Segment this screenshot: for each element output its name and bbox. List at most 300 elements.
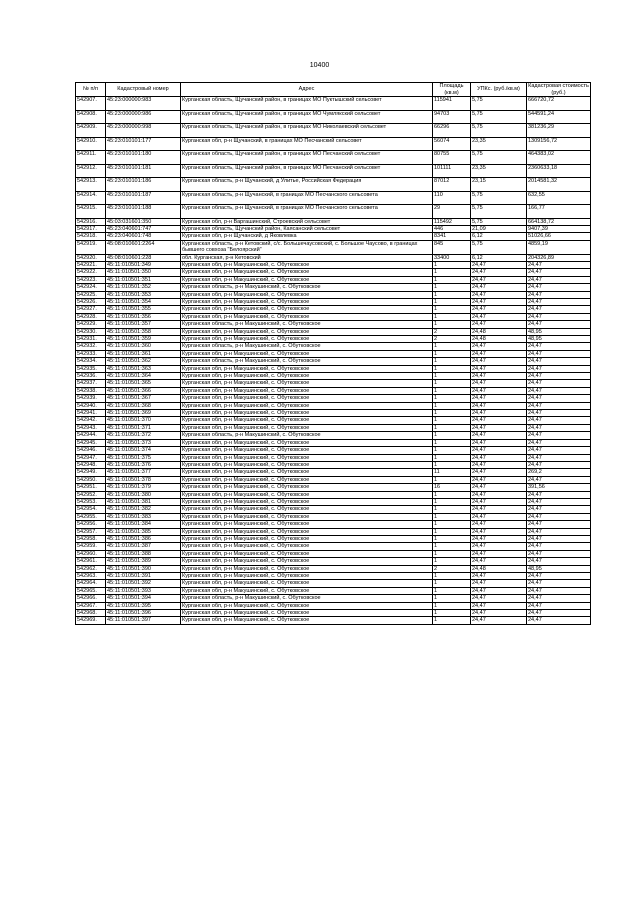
row-number-cell: 542928. xyxy=(76,313,106,320)
table-row xyxy=(76,387,591,394)
upks-cell: 24,47 xyxy=(471,306,527,313)
row-number-cell: 542944. xyxy=(76,432,106,439)
area-cell: 66296 xyxy=(433,124,471,138)
cadastral-number-cell: 45:11:010501:374 xyxy=(106,447,181,454)
cadastral-cost-cell: 24,47 xyxy=(527,410,591,417)
address-cell: Курганская область, Щучанский район, Каясанский сельсовет xyxy=(181,225,433,232)
cadastral-number-cell: 45:11:010501:377 xyxy=(106,469,181,476)
cadastral-number-cell: 45:11:010501:357 xyxy=(106,321,181,328)
upks-cell: 24,47 xyxy=(471,506,527,513)
table-row xyxy=(76,276,591,283)
cadastral-number-cell: 45:23:040601:747 xyxy=(106,225,181,232)
address-cell: Курганская обл, р-н Щучанский, в границах МО Песчанский сельсовет xyxy=(181,137,433,151)
cadastral-cost-cell: 24,47 xyxy=(527,261,591,268)
area-cell: 2 xyxy=(433,565,471,572)
upks-cell: 24,47 xyxy=(471,358,527,365)
cadastral-number-cell: 45:11:010501:381 xyxy=(106,498,181,505)
table-row xyxy=(76,439,591,446)
table-row xyxy=(76,233,591,240)
address-cell: Курганская обл, р-н Макушинский, с. Обутковское xyxy=(181,306,433,313)
cadastral-number-cell: 45:11:010501:392 xyxy=(106,580,181,587)
upks-cell: 24,47 xyxy=(471,298,527,305)
cadastral-cost-cell: 664138,72 xyxy=(527,218,591,225)
row-number-cell: 542913. xyxy=(76,178,106,192)
upks-cell: 24,47 xyxy=(471,558,527,565)
cadastral-cost-cell: 24,47 xyxy=(527,521,591,528)
upks-cell: 24,47 xyxy=(471,373,527,380)
table-row xyxy=(76,291,591,298)
table-row xyxy=(76,225,591,232)
cadastral-cost-cell: 464383,02 xyxy=(527,151,591,165)
upks-cell: 24,47 xyxy=(471,469,527,476)
address-cell: Курганская область, р-н Макушинский, с. Обутковское xyxy=(181,595,433,602)
cadastral-number-cell: 45:23:040601:748 xyxy=(106,233,181,240)
upks-cell: 24,48 xyxy=(471,328,527,335)
row-number-cell: 542912. xyxy=(76,164,106,178)
area-cell: 1 xyxy=(433,617,471,624)
table-header-row xyxy=(76,83,591,97)
table-row xyxy=(76,565,591,572)
cadastral-number-cell: 45:08:010601:2264 xyxy=(106,240,181,254)
cadastral-number-cell: 45:11:010501:349 xyxy=(106,261,181,268)
address-cell: Курганская обл, р-н Макушинский, с. Обутковское xyxy=(181,417,433,424)
cadastral-number-cell: 45:23:010101:186 xyxy=(106,178,181,192)
row-number-cell: 542940. xyxy=(76,402,106,409)
cadastral-number-cell: 45:11:010501:369 xyxy=(106,410,181,417)
cadastral-number-cell: 45:11:010501:389 xyxy=(106,558,181,565)
table-row xyxy=(76,205,591,219)
address-cell: Курганская обл, р-н Макушинский, с. Обутковское xyxy=(181,565,433,572)
row-number-cell: 542962. xyxy=(76,565,106,572)
table-row xyxy=(76,191,591,205)
area-cell: 1 xyxy=(433,350,471,357)
row-number-cell: 542942. xyxy=(76,417,106,424)
row-number-cell: 542963. xyxy=(76,573,106,580)
table-row xyxy=(76,432,591,439)
address-cell: Курганская обл, р-н Макушинский, с. Обутковское xyxy=(181,558,433,565)
upks-cell: 24,47 xyxy=(471,550,527,557)
cadastral-cost-cell: 381236,29 xyxy=(527,124,591,138)
cadastral-cost-cell: 48,95 xyxy=(527,328,591,335)
row-number-cell: 542949. xyxy=(76,469,106,476)
upks-cell: 24,47 xyxy=(471,387,527,394)
address-cell: Курганская обл, р-н Макушинский, с. Обутковское xyxy=(181,521,433,528)
area-cell: 2 xyxy=(433,328,471,335)
address-cell: Курганская обл, р-н Макушинский, с. Обутковское xyxy=(181,484,433,491)
upks-cell: 24,47 xyxy=(471,424,527,431)
table-row xyxy=(76,454,591,461)
table-row xyxy=(76,461,591,468)
upks-cell: 24,47 xyxy=(471,602,527,609)
cadastral-cost-cell: 2360633,18 xyxy=(527,164,591,178)
address-cell: Курганская обл, р-н Щучанский, д Яковлевка xyxy=(181,233,433,240)
cadastral-cost-cell: 24,47 xyxy=(527,402,591,409)
area-cell: 87012 xyxy=(433,178,471,192)
upks-cell: 24,47 xyxy=(471,284,527,291)
cadastral-number-cell: 45:11:010501:368 xyxy=(106,402,181,409)
table-row xyxy=(76,587,591,594)
cadastral-cost-cell: 24,47 xyxy=(527,491,591,498)
area-cell: 1 xyxy=(433,476,471,483)
cadastral-cost-cell: 204326,89 xyxy=(527,254,591,261)
upks-cell: 24,47 xyxy=(471,498,527,505)
area-cell: 1 xyxy=(433,573,471,580)
address-cell: Курганская обл, р-н Макушинский, с. Обутковское xyxy=(181,313,433,320)
cadastral-number-cell: 45:11:010501:388 xyxy=(106,550,181,557)
cadastral-number-cell: 45:11:010501:375 xyxy=(106,454,181,461)
table-row xyxy=(76,110,591,124)
address-cell: Курганская область, Щучанский район, в границах МО Пуктышский сельсовет xyxy=(181,97,433,111)
cadastral-cost-cell: 24,47 xyxy=(527,550,591,557)
cadastral-number-cell: 45:11:010501:376 xyxy=(106,461,181,468)
address-cell: Курганская обл, р-н Макушинский, с. Обутковское xyxy=(181,535,433,542)
cadastral-number-cell: 45:11:010501:387 xyxy=(106,543,181,550)
cadastral-cost-cell: 24,47 xyxy=(527,269,591,276)
cadastral-cost-cell: 24,47 xyxy=(527,573,591,580)
table-row xyxy=(76,269,591,276)
cadastral-cost-cell: 24,47 xyxy=(527,276,591,283)
table-row xyxy=(76,313,591,320)
area-cell: 1 xyxy=(433,521,471,528)
upks-cell: 5,75 xyxy=(471,124,527,138)
row-number-cell: 542917. xyxy=(76,225,106,232)
table-row xyxy=(76,343,591,350)
row-number-cell: 542950. xyxy=(76,476,106,483)
cadastral-number-cell: 45:11:010501:372 xyxy=(106,432,181,439)
table-row xyxy=(76,447,591,454)
upks-cell: 5,75 xyxy=(471,205,527,219)
address-cell: Курганская обл, р-н Макушинский, с. Обутковское xyxy=(181,454,433,461)
area-cell: 1 xyxy=(433,261,471,268)
table-row xyxy=(76,513,591,520)
cadastral-number-cell: 45:11:010501:361 xyxy=(106,350,181,357)
area-cell: 1 xyxy=(433,313,471,320)
cadastral-number-cell: 45:23:010101:181 xyxy=(106,164,181,178)
cadastral-number-cell: 45:11:010501:397 xyxy=(106,617,181,624)
cadastral-cost-cell: 24,47 xyxy=(527,417,591,424)
table-row xyxy=(76,484,591,491)
row-number-cell: 542915. xyxy=(76,205,106,219)
cadastral-number-cell: 45:11:010501:378 xyxy=(106,476,181,483)
table-row xyxy=(76,284,591,291)
upks-cell: 6,12 xyxy=(471,254,527,261)
area-cell: 33400 xyxy=(433,254,471,261)
cadastral-cost-cell: 24,47 xyxy=(527,439,591,446)
cadastral-number-cell: 45:11:010501:367 xyxy=(106,395,181,402)
table-row xyxy=(76,535,591,542)
row-number-cell: 542934. xyxy=(76,358,106,365)
row-number-cell: 542910. xyxy=(76,137,106,151)
address-cell: Курганская обл, р-н Макушинский, с. Обутковское xyxy=(181,447,433,454)
area-cell: 1 xyxy=(433,610,471,617)
row-number-cell: 542965. xyxy=(76,587,106,594)
cadastral-cost-cell: 24,47 xyxy=(527,461,591,468)
area-cell: 11 xyxy=(433,469,471,476)
table-row xyxy=(76,469,591,476)
cadastral-number-cell: 45:11:010501:354 xyxy=(106,298,181,305)
upks-cell: 21,09 xyxy=(471,225,527,232)
cadastral-number-cell: 45:23:010101:177 xyxy=(106,137,181,151)
address-cell: Курганская область, Щучанский район, в границах МО Николаевский сельсовет xyxy=(181,124,433,138)
upks-cell: 24,47 xyxy=(471,261,527,268)
row-number-cell: 542918. xyxy=(76,233,106,240)
area-cell: 1 xyxy=(433,543,471,550)
area-cell: 29 xyxy=(433,205,471,219)
table-row xyxy=(76,298,591,305)
row-number-cell: 542908. xyxy=(76,110,106,124)
row-number-cell: 542955. xyxy=(76,513,106,520)
row-number-cell: 542916. xyxy=(76,218,106,225)
row-number-cell: 542959. xyxy=(76,543,106,550)
cadastral-number-cell: 45:23:010101:187 xyxy=(106,191,181,205)
area-cell: 56074 xyxy=(433,137,471,151)
row-number-cell: 542957. xyxy=(76,528,106,535)
upks-cell: 24,47 xyxy=(471,610,527,617)
cadastral-number-cell: 45:11:010501:355 xyxy=(106,306,181,313)
area-cell: 1 xyxy=(433,602,471,609)
upks-cell: 24,47 xyxy=(471,269,527,276)
table-row xyxy=(76,595,591,602)
cadastral-number-cell: 45:11:010501:379 xyxy=(106,484,181,491)
address-cell: Курганская обл, р-н Макушинский, с. Обутковское xyxy=(181,387,433,394)
table-row xyxy=(76,178,591,192)
cadastral-number-cell: 45:23:000000:983 xyxy=(106,97,181,111)
cadastral-cost-cell: 24,47 xyxy=(527,306,591,313)
address-cell: Курганская обл, р-н Макушинский, с. Обутковское xyxy=(181,291,433,298)
upks-cell: 24,47 xyxy=(471,350,527,357)
area-cell: 1 xyxy=(433,424,471,431)
upks-cell: 24,47 xyxy=(471,513,527,520)
upks-cell: 24,47 xyxy=(471,454,527,461)
row-number-cell: 542930. xyxy=(76,328,106,335)
table-row xyxy=(76,358,591,365)
address-cell: Курганская область, р-н Кетовский, с/с. Большечаусовский, с. Большое Чаусово, в границах бывшего совхоза "Белоярский" xyxy=(181,240,433,254)
upks-cell: 24,48 xyxy=(471,336,527,343)
cadastral-cost-cell: 24,47 xyxy=(527,535,591,542)
area-cell: 1 xyxy=(433,491,471,498)
table-row xyxy=(76,410,591,417)
cadastral-cost-cell: 24,47 xyxy=(527,580,591,587)
upks-cell: 5,75 xyxy=(471,97,527,111)
cadastral-number-cell: 45:08:010601:228 xyxy=(106,254,181,261)
area-cell: 1 xyxy=(433,298,471,305)
upks-cell: 24,47 xyxy=(471,461,527,468)
cadastral-cost-cell: 24,47 xyxy=(527,373,591,380)
address-cell: Курганская обл, р-н Макушинский, с. Обутковское xyxy=(181,298,433,305)
area-cell: 1 xyxy=(433,417,471,424)
row-number-cell: 542967. xyxy=(76,602,106,609)
upks-cell: 24,47 xyxy=(471,595,527,602)
table-row xyxy=(76,137,591,151)
table-row xyxy=(76,395,591,402)
address-cell: Курганская обл, р-н Макушинский, с. Обутковское xyxy=(181,261,433,268)
cadastral-number-cell: 45:11:010501:360 xyxy=(106,343,181,350)
area-cell: 1 xyxy=(433,454,471,461)
address-cell: Курганская обл, р-н Макушинский, с. Обутковское xyxy=(181,328,433,335)
address-cell: Курганская обл, р-н Макушинский, с. Обутковское xyxy=(181,469,433,476)
row-number-cell: 542932. xyxy=(76,343,106,350)
cadastral-number-cell: 45:11:010501:363 xyxy=(106,365,181,372)
cadastral-value-table xyxy=(75,82,591,625)
address-cell: Курганская обл, р-н Макушинский, с. Обутковское xyxy=(181,336,433,343)
table-row xyxy=(76,476,591,483)
area-cell: 1 xyxy=(433,358,471,365)
cadastral-cost-cell: 666720,72 xyxy=(527,97,591,111)
row-number-cell: 542941. xyxy=(76,410,106,417)
upks-cell: 23,35 xyxy=(471,137,527,151)
cadastral-cost-cell: 24,47 xyxy=(527,543,591,550)
cadastral-cost-cell: 2014581,32 xyxy=(527,178,591,192)
table-row xyxy=(76,573,591,580)
area-cell: 1 xyxy=(433,461,471,468)
cadastral-number-cell: 45:11:010501:364 xyxy=(106,373,181,380)
cadastral-cost-cell: 24,47 xyxy=(527,587,591,594)
cadastral-cost-cell: 24,47 xyxy=(527,313,591,320)
address-cell: Курганская область, р-н Щучанский, в границах МО Песчанского сельсовета xyxy=(181,205,433,219)
address-cell: Курганская область, р-н Щучанский, д Улитье, Российская Федерация xyxy=(181,178,433,192)
upks-cell: 5,75 xyxy=(471,151,527,165)
address-cell: Курганская обл, р-н Макушинский, с. Обутковское xyxy=(181,587,433,594)
upks-cell: 24,47 xyxy=(471,410,527,417)
cadastral-number-cell: 45:11:010501:352 xyxy=(106,284,181,291)
row-number-cell: 542926. xyxy=(76,298,106,305)
cadastral-number-cell: 45:11:010501:380 xyxy=(106,491,181,498)
upks-cell: 24,48 xyxy=(471,565,527,572)
cadastral-number-cell: 45:11:010501:359 xyxy=(106,336,181,343)
cadastral-cost-cell: 24,47 xyxy=(527,395,591,402)
table-row xyxy=(76,610,591,617)
area-cell: 1 xyxy=(433,558,471,565)
area-cell: 115492 xyxy=(433,218,471,225)
table-row xyxy=(76,402,591,409)
table-row xyxy=(76,417,591,424)
area-cell: 1 xyxy=(433,284,471,291)
area-cell: 80755 xyxy=(433,151,471,165)
cadastral-number-cell: 45:11:010501:362 xyxy=(106,358,181,365)
area-cell: 1 xyxy=(433,513,471,520)
cadastral-number-cell: 45:11:010501:371 xyxy=(106,424,181,431)
row-number-cell: 542907. xyxy=(76,97,106,111)
area-cell: 8341 xyxy=(433,233,471,240)
upks-cell: 24,47 xyxy=(471,439,527,446)
area-cell: 1 xyxy=(433,535,471,542)
row-number-cell: 542936. xyxy=(76,373,106,380)
cadastral-cost-cell: 4859,19 xyxy=(527,240,591,254)
cadastral-cost-cell: 166,77 xyxy=(527,205,591,219)
upks-cell: 24,47 xyxy=(471,432,527,439)
address-cell: Курганская обл, р-н Макушинский, с. Обутковское xyxy=(181,365,433,372)
address-cell: Курганская область, Щучанский район, в границах МО Чумлякский сельсовет xyxy=(181,110,433,124)
address-cell: Курганская область, р-н Макушинский, с. Обутковское xyxy=(181,343,433,350)
table-row xyxy=(76,580,591,587)
row-number-cell: 542960. xyxy=(76,550,106,557)
row-number-cell: 542935. xyxy=(76,365,106,372)
cadastral-cost-cell: 24,47 xyxy=(527,291,591,298)
area-cell: 1 xyxy=(433,528,471,535)
cadastral-number-cell: 45:11:010501:396 xyxy=(106,610,181,617)
cadastral-number-cell: 45:11:010501:386 xyxy=(106,535,181,542)
row-number-cell: 542921. xyxy=(76,261,106,268)
address-cell: Курганская обл, р-н Макушинский, с. Обутковское xyxy=(181,543,433,550)
table-row xyxy=(76,521,591,528)
upks-cell: 6,12 xyxy=(471,233,527,240)
row-number-cell: 542947. xyxy=(76,454,106,461)
address-cell: Курганская обл, р-н Макушинский, с. Обутковское xyxy=(181,610,433,617)
address-cell: Курганская обл, р-н Макушинский, с. Обутковское xyxy=(181,491,433,498)
cadastral-cost-cell: 24,47 xyxy=(527,476,591,483)
address-cell: Курганская обл, р-н Макушинский, с. Обутковское xyxy=(181,550,433,557)
area-cell: 115941 xyxy=(433,97,471,111)
table-row xyxy=(76,218,591,225)
area-cell: 1 xyxy=(433,276,471,283)
area-cell: 845 xyxy=(433,240,471,254)
upks-cell: 24,47 xyxy=(471,484,527,491)
table-row xyxy=(76,365,591,372)
row-number-cell: 542909. xyxy=(76,124,106,138)
upks-cell: 24,47 xyxy=(471,291,527,298)
upks-cell: 24,47 xyxy=(471,528,527,535)
area-cell: 1 xyxy=(433,269,471,276)
cadastral-number-cell: 45:11:010501:385 xyxy=(106,528,181,535)
upks-cell: 5,75 xyxy=(471,110,527,124)
cadastral-cost-cell: 24,47 xyxy=(527,432,591,439)
row-number-cell: 542969. xyxy=(76,617,106,624)
upks-cell: 24,47 xyxy=(471,395,527,402)
address-cell: Курганская область, р-н Макушинский, с. Обутковское xyxy=(181,358,433,365)
area-cell: 1 xyxy=(433,587,471,594)
address-cell: Курганская обл, р-н Варгашинский, Строевский сельсовет xyxy=(181,218,433,225)
cadastral-cost-cell: 391,56 xyxy=(527,484,591,491)
upks-cell: 5,75 xyxy=(471,191,527,205)
address-cell: Курганская обл, р-н Макушинский, с. Обутковское xyxy=(181,528,433,535)
row-number-cell: 542958. xyxy=(76,535,106,542)
table-row xyxy=(76,261,591,268)
cadastral-number-cell: 45:11:010501:395 xyxy=(106,602,181,609)
cadastral-number-cell: 45:11:010501:391 xyxy=(106,573,181,580)
area-cell: 101111 xyxy=(433,164,471,178)
upks-cell: 24,47 xyxy=(471,617,527,624)
address-cell: Курганская обл, р-н Макушинский, с. Обутковское xyxy=(181,573,433,580)
row-number-cell: 542952. xyxy=(76,491,106,498)
cadastral-number-cell: 45:11:010501:356 xyxy=(106,313,181,320)
address-cell: Курганская обл, р-н Макушинский, с. Обутковское xyxy=(181,276,433,283)
row-number-cell: 542968. xyxy=(76,610,106,617)
cadastral-number-cell: 45:11:010501:350 xyxy=(106,269,181,276)
cadastral-cost-cell: 48,95 xyxy=(527,565,591,572)
header-cadastral-cost: Кадастровая стоимость (руб.) xyxy=(528,83,589,96)
table-row xyxy=(76,506,591,513)
cadastral-cost-cell: 24,47 xyxy=(527,454,591,461)
area-cell: 1 xyxy=(433,306,471,313)
table-row xyxy=(76,321,591,328)
row-number-cell: 542927. xyxy=(76,306,106,313)
table-row xyxy=(76,124,591,138)
upks-cell: 24,47 xyxy=(471,573,527,580)
address-cell: Курганская обл, р-н Макушинский, с. Обутковское xyxy=(181,373,433,380)
row-number-cell: 542931. xyxy=(76,336,106,343)
address-cell: Курганская обл, р-н Макушинский, с. Обутковское xyxy=(181,513,433,520)
cadastral-cost-cell: 24,47 xyxy=(527,528,591,535)
table-row xyxy=(76,240,591,254)
area-cell: 1 xyxy=(433,432,471,439)
row-number-cell: 542939. xyxy=(76,395,106,402)
address-cell: Курганская обл, р-н Макушинский, с. Обутковское xyxy=(181,269,433,276)
cadastral-number-cell: 45:11:010501:370 xyxy=(106,417,181,424)
address-cell: Курганская обл, р-н Макушинский, с. Обутковское xyxy=(181,506,433,513)
area-cell: 1 xyxy=(433,380,471,387)
row-number-cell: 542911. xyxy=(76,151,106,165)
upks-cell: 24,47 xyxy=(471,476,527,483)
